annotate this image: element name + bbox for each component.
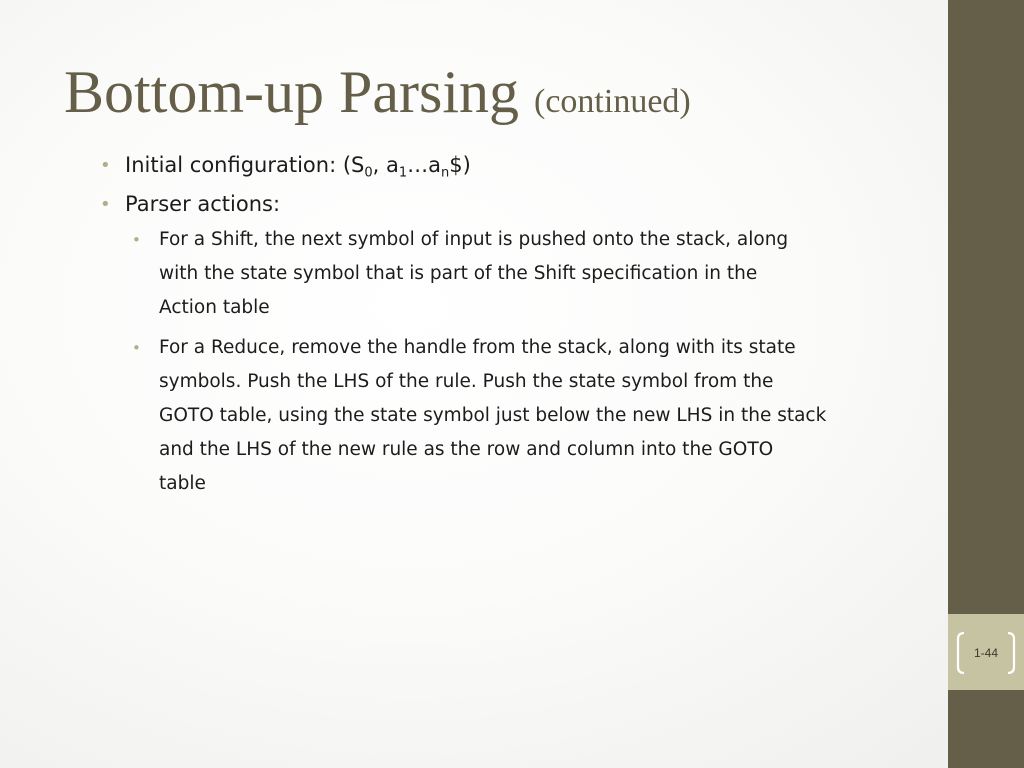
initial-config-sub-n: n	[441, 165, 450, 181]
page-number-frame	[956, 632, 1016, 674]
reduce-line: symbols. Push the LHS of the rule. Push the state symbol from the	[159, 370, 774, 392]
slide-content	[100, 152, 990, 505]
initial-config-text: Initial configuration: (S	[125, 153, 365, 177]
shift-line: Action table	[159, 296, 270, 318]
title-suffix: (continued)	[534, 83, 691, 120]
reduce-line: GOTO table, using the state symbol just below the new LHS in the stack	[159, 404, 827, 426]
title-main: Bottom-up Parsing	[64, 59, 520, 125]
parser-actions-text: Parser actions:	[125, 192, 281, 217]
initial-config-sub-0: 0	[364, 165, 373, 181]
page-number: 1-44	[973, 646, 999, 660]
bullet-dot-icon: •	[100, 194, 111, 216]
initial-config-end: $)	[449, 153, 471, 177]
initial-config-sep: , a	[372, 153, 399, 177]
bullet-dot-icon: •	[132, 338, 141, 357]
shift-line: For a Shift, the next symbol of input is pushed onto the stack, along	[159, 228, 789, 250]
reduce-line: table	[159, 472, 206, 494]
shift-line: with the state symbol that is part of the Shift specification in the	[159, 262, 758, 284]
bullet-dot-icon: •	[100, 155, 111, 176]
reduce-line: and the LHS of the new rule as the row and column into the GOTO	[159, 438, 774, 460]
bullet-parser-actions	[100, 191, 990, 218]
page-number-box	[948, 614, 1024, 690]
subbullet-shift	[100, 223, 990, 325]
initial-config-ellipsis: …a	[407, 153, 442, 177]
bullet-dot-icon: •	[132, 230, 141, 249]
subbullet-reduce	[100, 331, 990, 501]
reduce-line: For a Reduce, remove the handle from the stack, along with its state	[159, 336, 796, 358]
initial-config-sub-1: 1	[398, 165, 408, 181]
bullet-initial-configuration	[100, 152, 990, 179]
slide-title	[64, 59, 691, 125]
